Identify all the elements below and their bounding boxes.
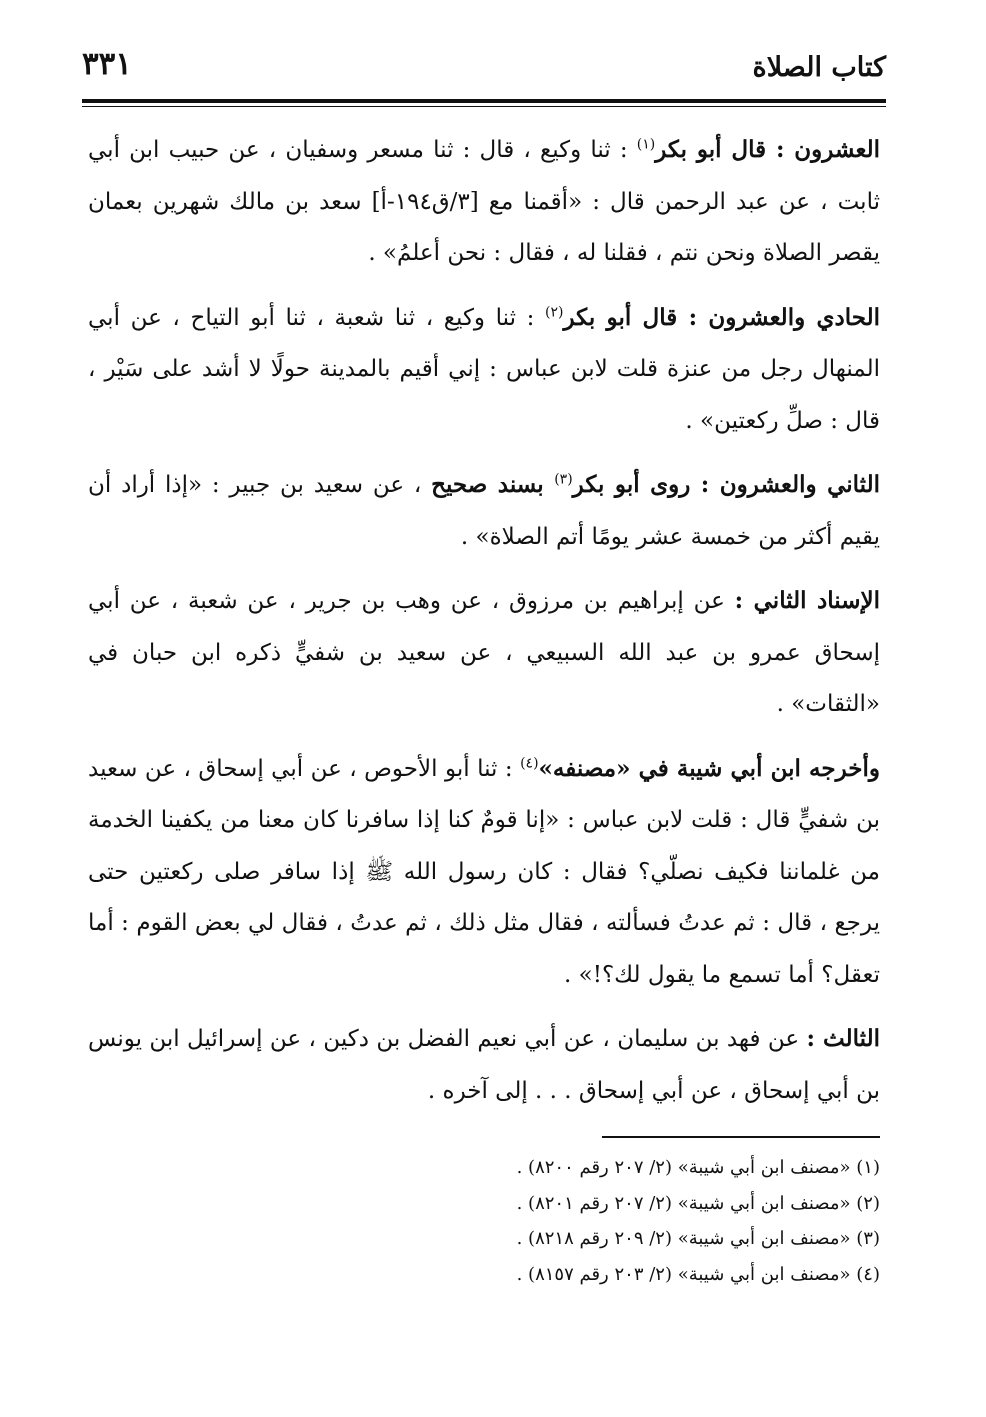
paragraph-lead: العشرون : قال أبو بكر <box>655 136 880 163</box>
paragraph-text: : ثنا وكيع ، قال : ثنا مسعر وسفيان ، عن حبيب ابن أبي ثابت ، عن عبد الرحمن قال : «أقمنا مع [٣/ق١٩٤-أ] سعد بن مالك شهرين بعمان يقصر الصلاة ونحن نتم ، فقلنا له ، فقال : نحن أعلمُ» . <box>88 137 880 266</box>
paragraph-lead: الحادي والعشرون : قال أبو بكر <box>563 303 880 331</box>
page-header <box>82 46 886 96</box>
running-title: كتاب الصلاة <box>752 52 886 83</box>
page-number: ٣٣١ <box>82 46 132 82</box>
footnote-ref: (٣) <box>554 471 573 488</box>
paragraph-lead: الثاني والعشرون : روى أبو بكر <box>572 471 880 498</box>
paragraph-4 <box>88 575 880 731</box>
paragraph-5 <box>88 743 880 1002</box>
paragraph-2 <box>88 292 880 448</box>
paragraph-lead: الثالث : <box>806 1025 880 1052</box>
paragraph-lead: وأخرجه ابن أبي شيبة في «مصنفه» <box>538 754 881 782</box>
header-rule-thick <box>82 99 886 103</box>
paragraph-text: عن فهد بن سليمان ، عن أبي نعيم الفضل بن دكين ، عن إسرائيل ابن يونس بن أبي إسحاق ، عن أبي إسحاق . . . إلى آخره . <box>88 1026 880 1104</box>
paragraph-3 <box>88 459 880 563</box>
footnote-ref: (١) <box>636 136 656 153</box>
paragraph-lead: الإسناد الثاني : <box>734 587 880 614</box>
footnote-ref: (٢) <box>544 303 564 320</box>
paragraph-1 <box>88 124 880 280</box>
footnotes <box>300 1150 880 1292</box>
footnote-separator <box>602 1136 880 1138</box>
header-rule-thin <box>82 106 886 107</box>
footnote-4: (٤) «مصنف ابن أبي شيبة» (٢/ ٢٠٣ رقم ٨١٥٧) . <box>516 1263 880 1285</box>
footnote-ref: (٤) <box>520 754 539 771</box>
paragraph-bold-mid: بسند صحيح <box>431 471 555 498</box>
paragraph-6 <box>88 1013 880 1117</box>
footnote-2: (٢) «مصنف ابن أبي شيبة» (٢/ ٢٠٧ رقم ٨٢٠١) . <box>516 1192 880 1214</box>
paragraph-text: : ثنا أبو الأحوص ، عن أبي إسحاق ، عن سعيد بن شفيٍّ قال : قلت لابن عباس : «إنا قومٌ كنا إذا سافرنا كان معنا من يكفينا الخدمة من غلماننا فكيف نصلّي؟ فقال : كان رسول الله ﷺ إذا سافر صلى ركعتين حتى يرجع ، قال : ثم عدتُ فسألته ، فقال مثل ذلك ، ثم عدتُ ، فقال لي بعض القوم : أما تعقل؟ أما تسمع ما يقول لك؟!» . <box>88 755 880 988</box>
footnote-3: (٣) «مصنف ابن أبي شيبة» (٢/ ٢٠٩ رقم ٨٢١٨) . <box>516 1228 880 1249</box>
paragraph-text: : ثنا وكيع ، ثنا شعبة ، ثنا أبو التياح ، عن أبي المنهال رجل من عنزة قلت لابن عباس : إني أقيم بالمدينة حولًا لا أشد على سَيْر ، قال : صلِّ ركعتين» . <box>88 304 880 434</box>
paragraph-text: ، عن سعيد بن جبير : «إذا أراد أن يقيم أكثر من خمسة عشر يومًا أتم الصلاة» . <box>88 472 880 550</box>
paragraph-text: عن إبراهيم بن مرزوق ، عن وهب بن جرير ، عن شعبة ، عن أبي إسحاق عمرو بن عبد الله السبيعي ، عن سعيد بن شفيٍّ ذكره ابن حبان في «الثقات» . <box>88 588 880 717</box>
footnote-1: (١) «مصنف ابن أبي شيبة» (٢/ ٢٠٧ رقم ٨٢٠٠) . <box>516 1157 880 1178</box>
main-text <box>88 124 880 1129</box>
